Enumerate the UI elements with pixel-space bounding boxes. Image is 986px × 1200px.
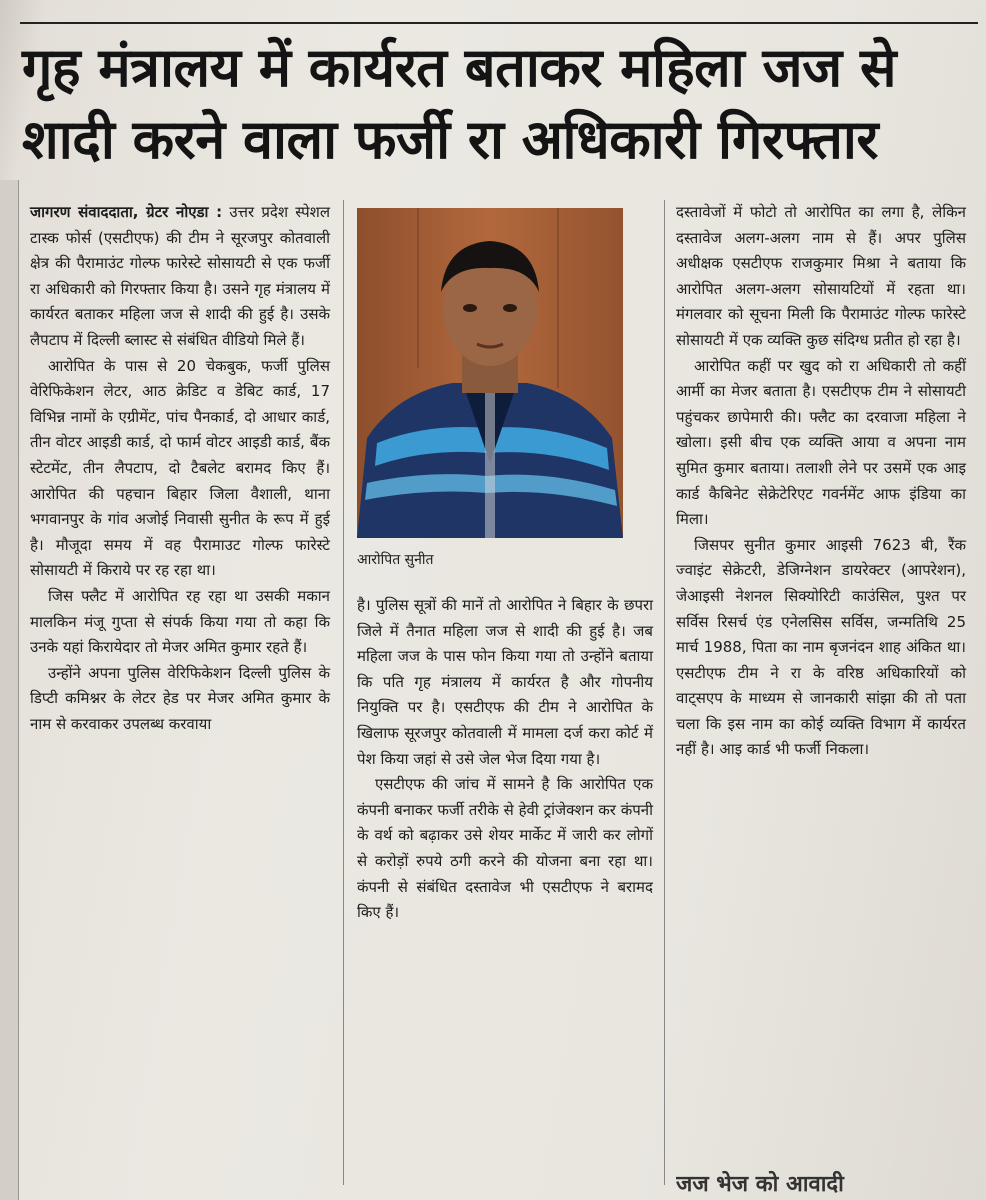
- adjacent-page-edge: [0, 180, 19, 1200]
- photo-caption: आरोपित सुनीत: [357, 552, 434, 568]
- article-column-1: [30, 200, 330, 737]
- article-column-2: [357, 593, 653, 926]
- byline: जागरण संवाददाता, ग्रेटर नोएडा :: [30, 203, 223, 221]
- paragraph: उन्होंने अपना पुलिस वेरिफिकेशन दिल्ली पुलिस के डिप्टी कमिश्नर के लेटर हेड पर मेजर अमित कुमार के नाम से करवाकर उपलब्ध करवाया: [30, 663, 330, 733]
- column-divider: [343, 200, 344, 1185]
- next-article-headline-cut: जज भेज को आवादी: [676, 1172, 844, 1197]
- accused-photo: [357, 208, 623, 538]
- paragraph: जिस फ्लैट में आरोपित रह रहा था उसकी मकान मालकिन मंजू गुप्ता से संपर्क किया गया तो कहा कि उनके यहां किरायेदार तो मेजर अमित कुमार रहते हैं।: [30, 586, 330, 657]
- headline-line-2: शादी करने वाला फर्जी रा अधिकारी गिरफ्तार: [22, 108, 878, 171]
- column-divider: [664, 200, 665, 1185]
- lead-text: उत्तर प्रदेश स्पेशल टास्क फोर्स (एसटीएफ) की टीम ने सूरजपुर कोतवाली क्षेत्र की पैरामाउंट गोल्फ फारेस्टे सोसायटी से एक फर्जी रा अधिकारी को गिरफ्तार किया है। उसने गृह मंत्रालय में कार्यरत बताकर महिला जज से शादी की हुई है। उसके लैपटाप में दिल्ली ब्लास्ट से संबंधित वीडियो मिले हैं।: [30, 203, 330, 349]
- paragraph: दस्तावेजों में फोटो तो आरोपित का लगा है, लेकिन दस्तावेज अलग-अलग नाम से हैं। अपर पुलिस अधीक्षक एसटीएफ राजकुमार मिश्रा ने बताया कि आरोपित अलग-अलग सोसायटियों में रहता था। मंगलवार को सूचना मिली कि पैरामाउंट गोल्फ फारेस्टे सोसायटी में एक व्यक्ति कुछ संदिग्ध प्रतीत हो रहा है।: [676, 203, 966, 349]
- top-rule: [20, 22, 978, 24]
- article-column-3: [676, 200, 966, 763]
- lead-paragraph: [30, 200, 330, 354]
- headline-line-1: गृह मंत्रालय में कार्यरत बताकर महिला जज से: [22, 36, 896, 99]
- paragraph: जिसपर सुनीत कुमार आइसी 7623 बी, रैंक ज्वाइंट सेक्रेटरी, डेजिग्नेशन डायरेक्टर (आपरेशन), जेआइसी नेशनल सिक्योरिटी काउंसिल, पुश्त पर सर्विस रिसर्च एंड एनेलसिस सर्विस, जन्मतिथि 25 मार्च 1988, पिता का नाम बृजनंदन शाह अंकित था। एसटीएफ टीम ने रा के वरिष्ठ अधिकारियों को वाट्सएप के माध्यम से जानकारी सांझा की तो पता चला कि इस नाम का कोई व्यक्ति विभाग में कार्यरत नहीं है। आइ कार्ड भी फर्जी निकला।: [676, 535, 966, 759]
- paragraph: है। पुलिस सूत्रों की मानें तो आरोपित ने बिहार के छपरा जिले में तैनात महिला जज से शादी की हुई है। जब महिला जज के पास फोन किया गया तो उन्होंने बताया कि पति गृह मंत्रालय में कार्यरत है और गोपनीय नियुक्ति पर है। एसटीएफ की टीम ने आरोपित के खिलाफ सूरजपुर कोतवाली में मामला दर्ज करा कोर्ट में पेश किया जहां से उसे जेल भेज दिया गया है।: [357, 596, 653, 768]
- portrait-illustration: [357, 208, 623, 538]
- paragraph: आरोपित के पास से 20 चेकबुक, फर्जी पुलिस वेरिफिकेशन लेटर, आठ क्रेडिट व डेबिट कार्ड, 17 विभिन्न नामों के एग्रीमेंट, पांच पैनकार्ड, दो आधार कार्ड, तीन वोटर आइडी कार्ड, दो फार्म वोटर आइडी कार्ड, बैंक स्टेटमेंट, तीन लैपटाप, दो टैबलेट बरामद किए हैं। आरोपित की पहचान बिहार जिला वैशाली, थाना भगवानपुर के गांव अजोई निवासी सुनीत के रूप में हुई है। मौजूदा समय में वह पैरामाउट गोल्फ फारेस्टे सोसायटी में किराये पर रह रहा था।: [30, 356, 330, 580]
- paragraph: एसटीएफ की जांच में सामने है कि आरोपित एक कंपनी बनाकर फर्जी तरीके से हेवी ट्रांजेक्शन कर कंपनी के वर्थ को बढ़ाकर उसे शेयर मार्केट में जारी कर लोगों से करोड़ों रुपये ठगी करने की योजना बना रहा था। कंपनी से संबंधित दस्तावेज भी एसटीएफ ने बरामद किए हैं।: [357, 775, 653, 922]
- paragraph: आरोपित कहीं पर खुद को रा अधिकारी तो कहीं आर्मी का मेजर बताता है। एसटीएफ टीम ने सोसायटी पहुंचकर छापेमारी की। फ्लैट का दरवाजा महिला ने खोला। इसी बीच एक व्यक्ति आया व अपना नाम सुमित कुमार बताया। तलाशी लेने पर उसमें एक आइ कार्ड कैबिनेट सेक्रेटेरिएट गवर्नमेंट आफ इंडिया का मिला।: [676, 356, 966, 529]
